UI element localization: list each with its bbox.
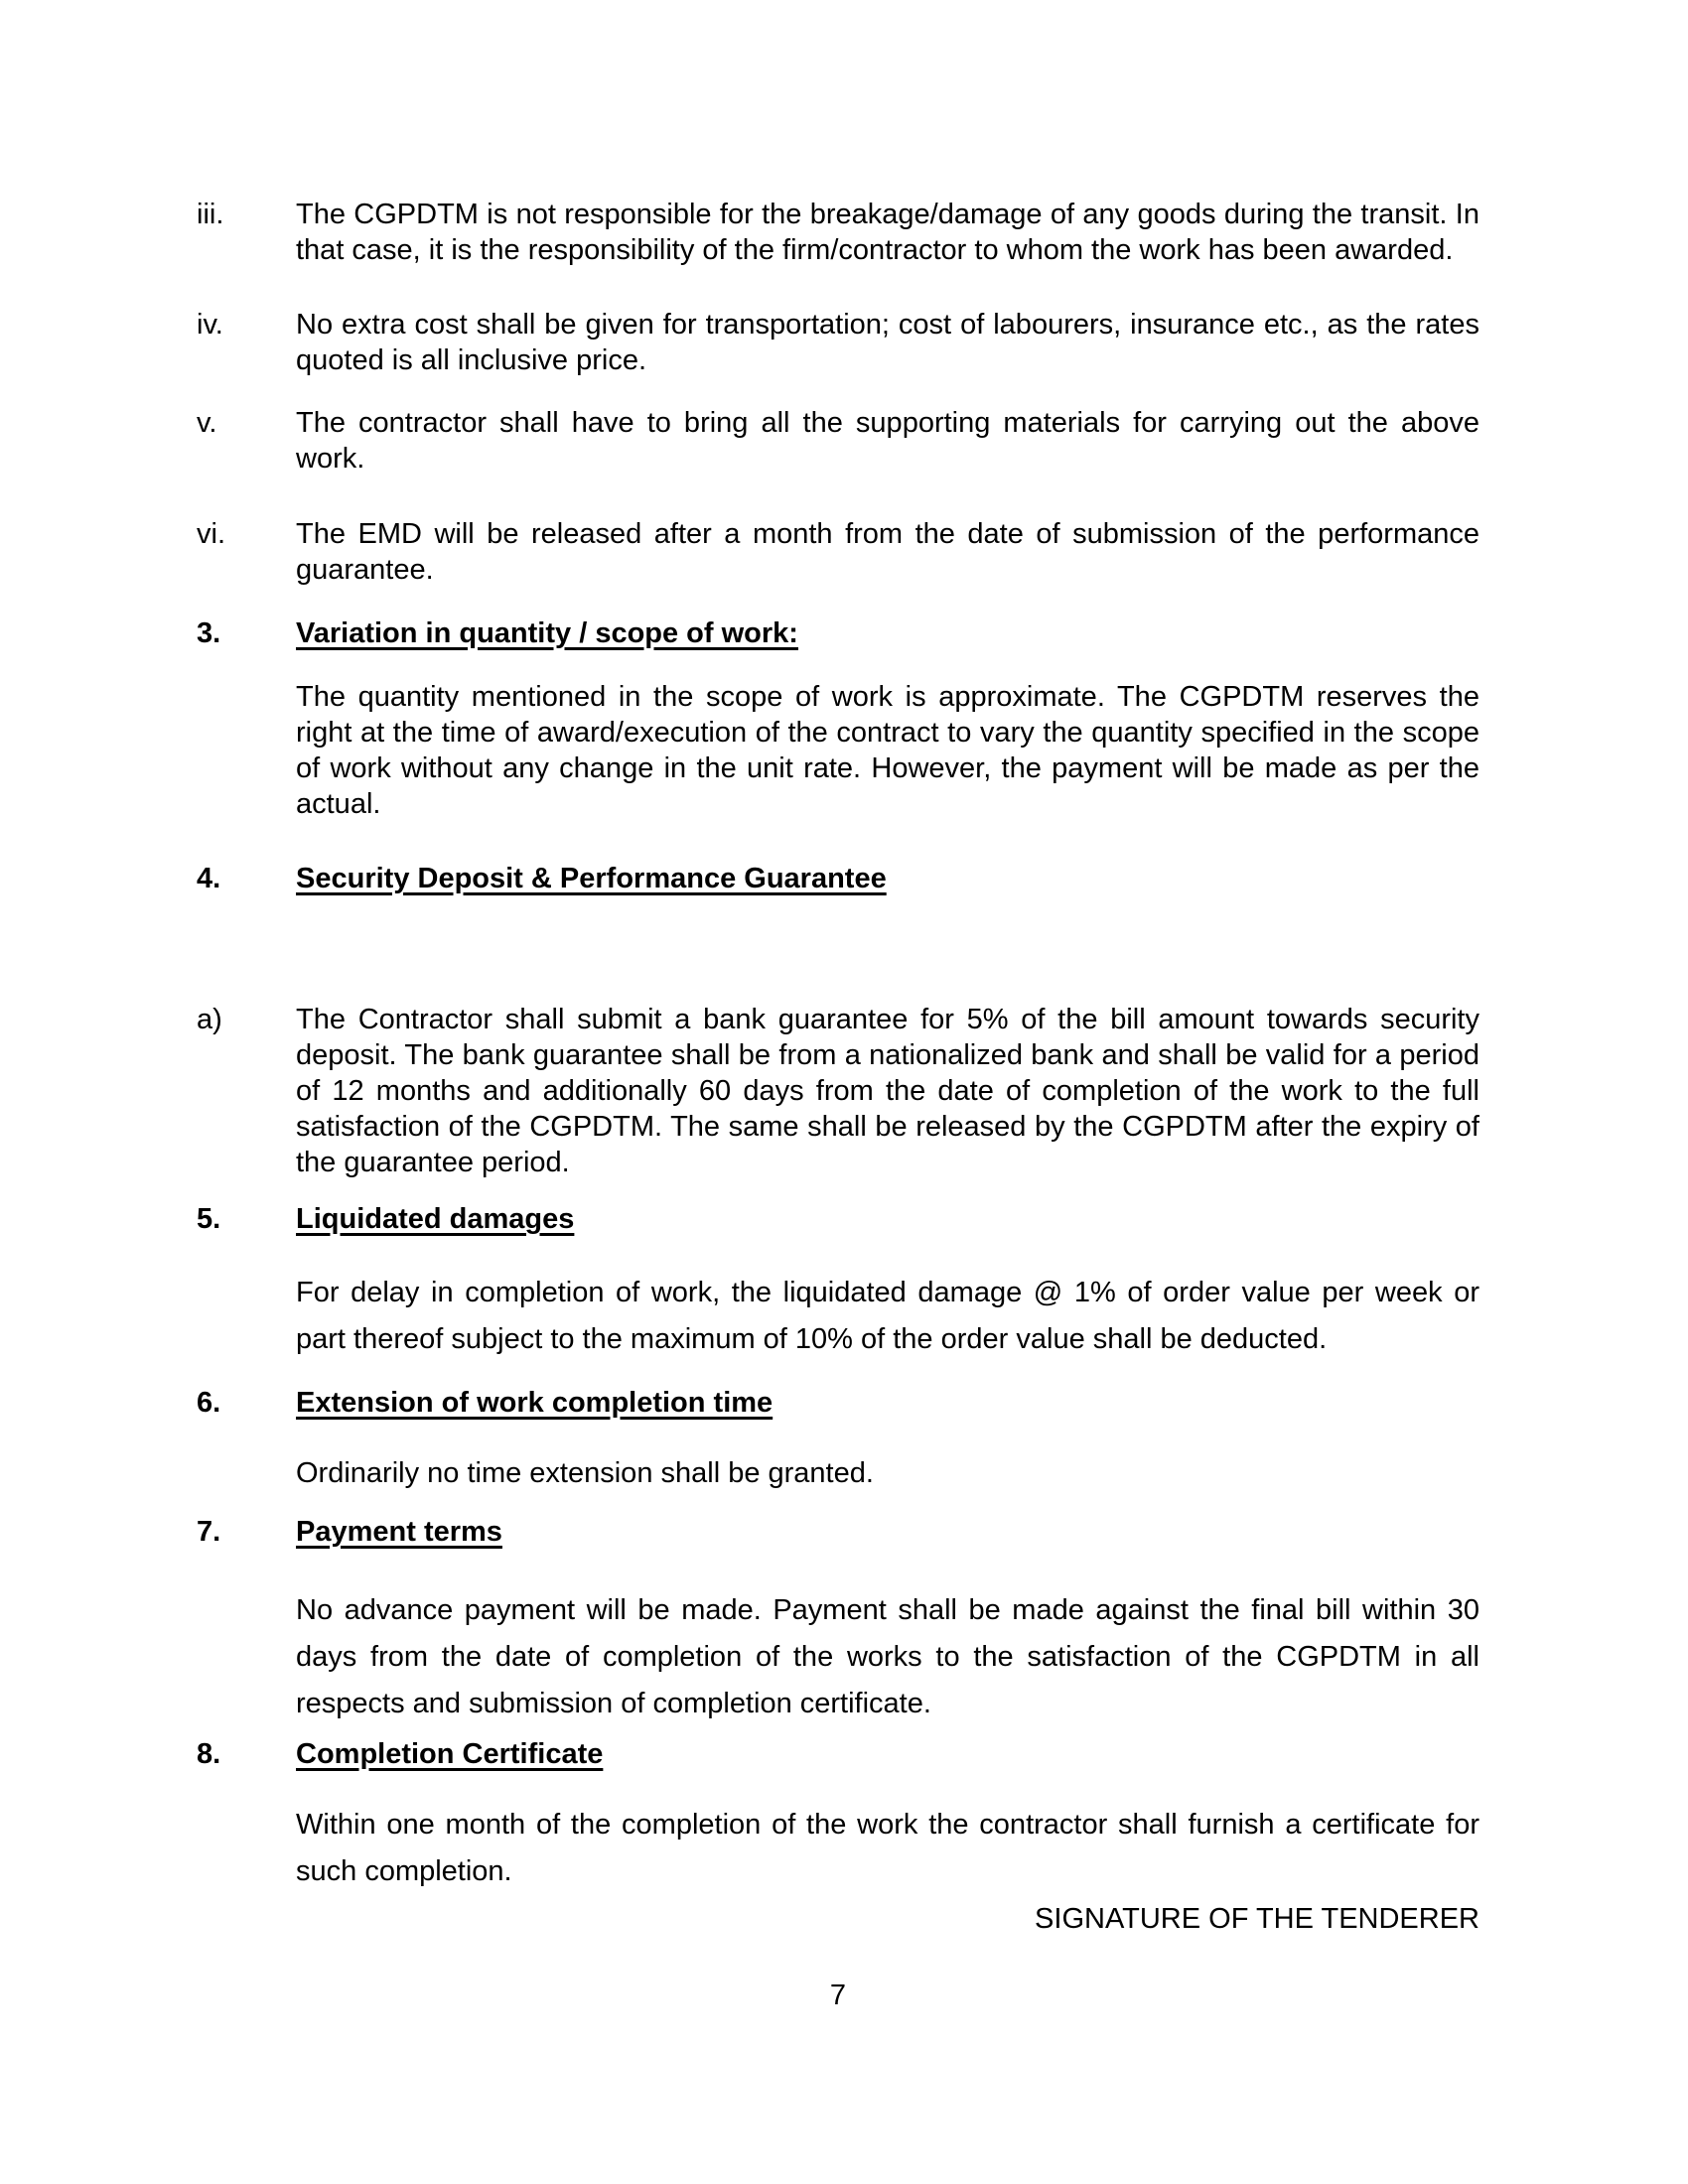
section-heading — [296, 615, 1479, 651]
section-3-paragraph: The quantity mentioned in the scope of work is approximate. The CGPDTM reserves the right at the time of award/execution of the contract to vary the quantity specified in the scope of work without any change in the unit rate. However, the payment will be made as per the actual. — [296, 681, 1479, 820]
section-number: 3. — [197, 617, 221, 649]
list-item-v — [197, 405, 1479, 477]
section-heading-text: Extension of work completion time — [296, 1387, 774, 1419]
list-item-marker: iii. — [197, 199, 224, 230]
section-heading — [296, 1514, 1479, 1550]
section-3-heading-row — [197, 615, 1479, 651]
section-8-heading-row — [197, 1736, 1479, 1772]
list-item-marker: v. — [197, 407, 217, 439]
list-item-iv — [197, 307, 1479, 378]
section-6-paragraph: Ordinarily no time extension shall be granted. — [296, 1457, 874, 1489]
section-7-paragraph: No advance payment will be made. Payment shall be made against the final bill within 30 days from the date of completion of the works to the satisfaction of the CGPDTM in all respects and submission of completion certificate. — [296, 1594, 1479, 1719]
section-heading-text: Liquidated damages — [296, 1203, 575, 1235]
section-number: 7. — [197, 1516, 221, 1548]
list-item-text: The contractor shall have to bring all the supporting materials for carrying out the above work. — [296, 407, 1479, 475]
section-4-heading-row — [197, 861, 1479, 896]
section-heading — [296, 1736, 1479, 1772]
section-heading — [296, 1201, 1479, 1237]
list-item-text: The CGPDTM is not responsible for the breakage/damage of any goods during the transit. In that case, it is the responsibility of the firm/contractor to whom the work has been awarded. — [296, 199, 1479, 266]
section-heading-text: Variation in quantity / scope of work: — [296, 617, 798, 649]
list-item-text: No extra cost shall be given for transportation; cost of labourers, insurance etc., as the rates quoted is all inclusive price. — [296, 309, 1479, 376]
page-number: 7 — [829, 1979, 847, 2011]
section-heading — [296, 861, 1479, 896]
section-number: 8. — [197, 1738, 221, 1770]
section-5-heading-row — [197, 1201, 1479, 1237]
section-4-sub-item-a — [197, 1002, 1479, 1180]
section-5-paragraph: For delay in completion of work, the liquidated damage @ 1% of order value per week or part thereof subject to the maximum of 10% of the order value shall be deducted. — [296, 1277, 1479, 1355]
section-7-heading-row — [197, 1514, 1479, 1550]
section-number: 4. — [197, 863, 221, 894]
section-heading — [296, 1385, 1479, 1421]
section-heading-text: Security Deposit & Performance Guarantee — [296, 863, 887, 894]
section-8-paragraph: Within one month of the completion of the work the contractor shall furnish a certificate for such completion. — [296, 1809, 1479, 1887]
section-number: 5. — [197, 1203, 221, 1235]
section-number: 6. — [197, 1387, 221, 1419]
section-heading-text: Payment terms — [296, 1516, 502, 1548]
list-item-vi — [197, 516, 1479, 588]
sub-item-marker: a) — [197, 1004, 222, 1035]
signature-line: SIGNATURE OF THE TENDERER — [1035, 1903, 1479, 1935]
list-item-marker: iv. — [197, 309, 223, 341]
list-item-iii — [197, 197, 1479, 268]
section-6-heading-row — [197, 1385, 1479, 1421]
list-item-marker: vi. — [197, 518, 225, 550]
section-heading-text: Completion Certificate — [296, 1738, 604, 1770]
list-item-text: The EMD will be released after a month from the date of submission of the performance guarantee. — [296, 518, 1479, 586]
sub-item-text: The Contractor shall submit a bank guarantee for 5% of the bill amount towards security deposit. The bank guarantee shall be from a nationalized bank and shall be valid for a period of 12 months and additionally 60 days from the date of completion of the work to the full satisfaction of the CGPDTM. The same shall be released by the CGPDTM after the expiry of the guarantee period. — [296, 1004, 1479, 1178]
